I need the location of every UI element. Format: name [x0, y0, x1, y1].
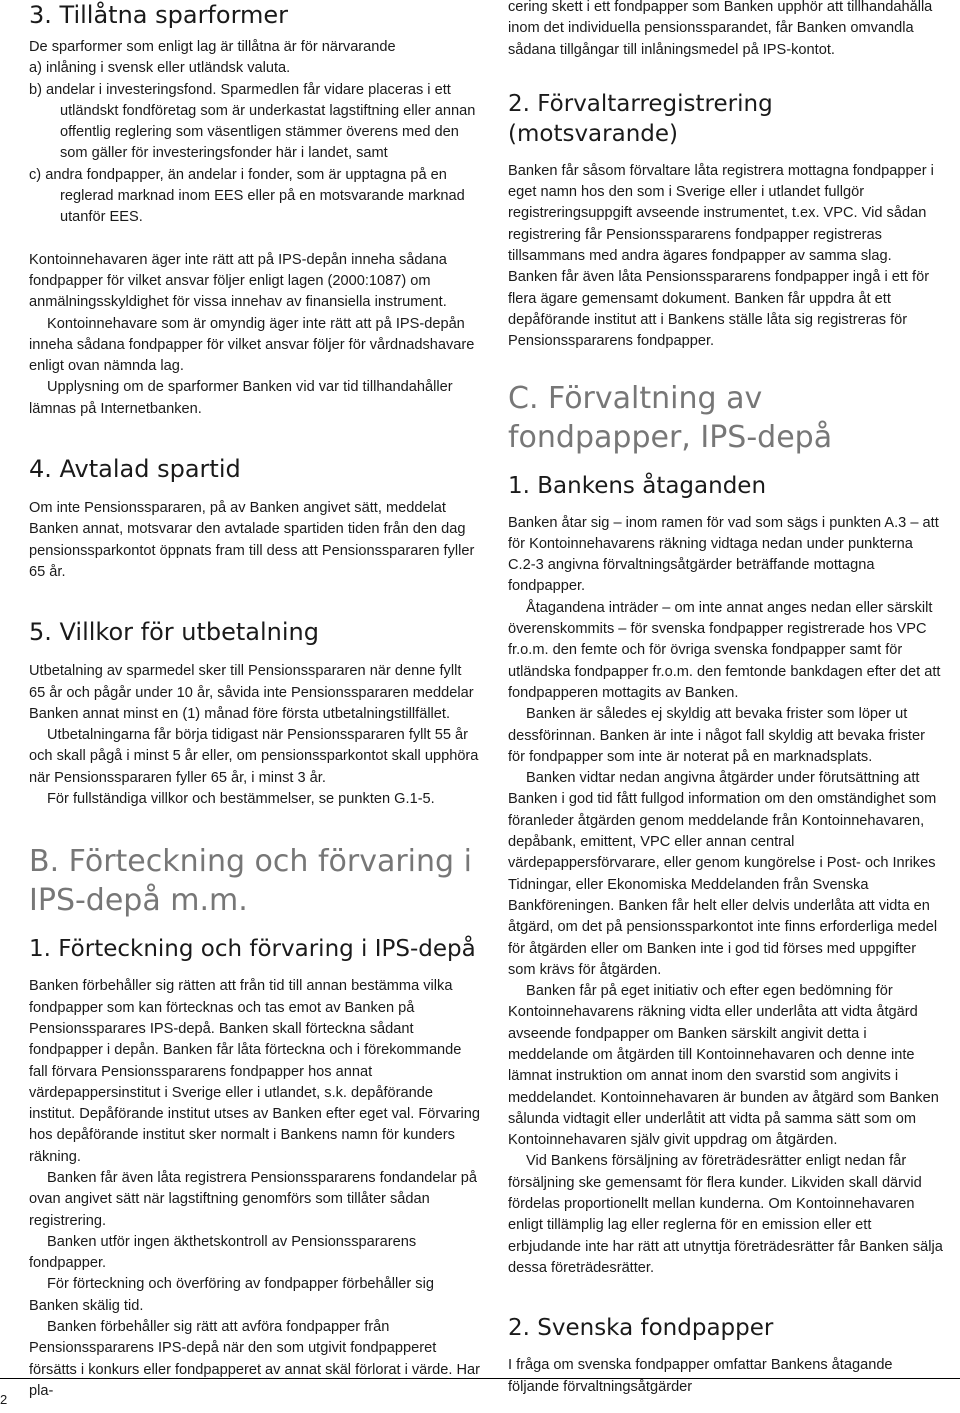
section-heading: 4. Avtalad spartid — [29, 455, 241, 484]
subsection-heading: 1. Förteckning och förvaring i IPS-depå — [29, 936, 476, 963]
page-number: 2 — [0, 1392, 8, 1407]
paragraph: cering skett i ett fondpapper som Banken upphör att tillhandahålla inom det individuella pensionssparandet, får Banken omvandla sådana tillgångar till inlåningsmedel på IPS-kontot. — [508, 0, 933, 58]
subsection-heading: 1. Bankens åtaganden — [508, 472, 767, 499]
paragraph: Utbetalningarna får börja tidigast när Pensionsspararen fyllt 55 år och skall pågå i minst 5 år eller, om pensionssparkontot skall upphöra när Pensionsspararen fyller 65 år, i minst 3 år. — [29, 727, 479, 786]
paragraph: För fullständiga villkor och bestämmelser, se punkten G.1-5. — [47, 791, 435, 808]
section-heading: 5. Villkor för utbetalning — [29, 618, 320, 647]
paragraph: Banken får på eget initiativ och efter egen bedömning för Kontoinnehavarens räkning vidta eller underlåta att vidta åtgärd avseende fondpapper om Banken särskilt angivit detta i meddelande om åtgärden till Kontoinnehavaren och denne inte lämnat instruktion om annat inom den svarstid som angivits i meddelandet. Kontoinnehavaren är bunden av åtgärd som Banken sålunda vidtagit eller underlåtit att vidta på samma sätt som om Kontoinnehavaren själv givit uppdrag om åtgärden. — [508, 983, 939, 1149]
subsection-heading: 2. Förvaltarregistrering (motsvarande) — [508, 90, 773, 147]
paragraph: Vid Bankens försäljning av företrädesrätter enligt nedan får försäljning ske gemensamt för flera kunder. Likviden skall därvid fördelas proportionellt mellan kunderna. Om Kontoinnehavaren enligt tillämplig lag eller reglerna för en emission eller ett erbjudande inte har rätt att utnyttja företrädesrätter får Banken sälja dessa företrädesrätter. — [508, 1153, 943, 1276]
part-heading: C. Förvaltning av fondpapper, IPS-depå — [508, 380, 833, 455]
paragraph: I fråga om svenska fondpapper omfattar Bankens åtagande följande förvaltningsåtgärder — [508, 1357, 893, 1395]
paragraph: Banken vidtar nedan angivna åtgärder under förutsättning att Banken i god tid fått fullgod information om den omständighet som föranleder åtgärden genom meddelande från Kontoinnehavaren, depåbank, emittent, VPC eller annan central värdepappersförvarare, eller genom kungörelse i Post- och Inrikes Tidningar, eller Ekonomiska Meddelanden från Svenska Bankföreningen. Banken får helt eller delvis underlåta att vidta en åtgärd, om det på pensionssparkontot inte finns erforderliga medel för åtgärden eller om Banken inte i god tid förses med uppgifter som krävs för åtgärden. — [508, 770, 938, 978]
right-column — [508, 0, 943, 1398]
part-heading: B. Förteckning och förvaring i IPS-depå m.m. — [29, 844, 472, 919]
paragraph: Kontoinnehavare som är omyndig äger inte rätt att på IPS-depån inneha sådana fondpapper för vilket ansvar följer för vårdnadshavare enligt ovan nämnda lag. — [29, 315, 475, 375]
paragraph: Banken förbehåller sig rätten att från tid till annan bestämma vilka fondpapper som kan förtecknas och tas emot av Banken på Pensionssparares IPS-depå. Banken skall förteckna sådant fondpapper i depån. Banken får låta förteckna och i förekommande fall förvara Pensionsspararens fondpapper hos annat värdepappersinstitut i Sverige eller i utlandet, s.k. depåförande institut. Depåförande institut utses av Banken efter eget val. Förvaring hos depåförande institut sker normalt i Bankens namn för kunders räkning. — [29, 978, 481, 1165]
paragraph: Om inte Pensionsspararen, på av Banken angivet sätt, meddelat Banken annat, motsvarar den avtalade spartiden tiden från den dag pensionssparkontot öppnats fram till dess att Pensionsspararen fyller 65 år. — [29, 500, 475, 580]
paragraph: Banken utför ingen äkthetskontroll av Pensionsspararens fondpapper. — [29, 1233, 417, 1272]
section-heading: 3. Tillåtna sparformer — [29, 1, 289, 29]
paragraph: Utbetalning av sparmedel sker till Pensionsspararen när denne fyllt 65 år och pågår under 10 år, såvida inte Pensionsspararen meddelar Banken annat minst en (1) månad före första utbetalningstillfället. — [29, 663, 474, 722]
left-column — [29, 0, 481, 1402]
paragraph: De sparformer som enligt lag är tillåtna är för närvarande — [29, 39, 396, 55]
paragraph: För förteckning och överföring av fondpapper förbehåller sig Banken skälig tid. — [29, 1276, 434, 1314]
list-item: b) andelar i investeringsfond. Sparmedlen får vidare placeras i ett utländskt fondföretag som är underkastat lagstiftning eller annan offentlig reglering som väsentligen stämmer överens med den som gäller för investeringsfonder här i landet, samt — [29, 81, 476, 162]
paragraph: Åtagandena inträder – om inte annat anges nedan eller särskilt överenskommits – för svenska fondpapper registrerade hos VPC fr.o.m. den femte och för övriga svenska fondpapper samt för utländska fondpapper fr.o.m. den femtonde bankdagen efter det att fondpapperen mottagits av Banken. — [508, 599, 941, 701]
paragraph: Upplysning om de sparformer Banken vid var tid tillhandahåller lämnas på Internetbanken. — [29, 379, 453, 417]
subsection-heading: 2. Svenska fondpapper — [508, 1315, 774, 1342]
paragraph: Banken får såsom förvaltare låta registrera mottagna fondpapper i eget namn hos den som i Sverige eller i utlandet fullgör registreringsuppgift avseende instrumentet, t.ex. VPC. Vid sådan registrering får Pensionsspararens fondpapper registreras tillsammans med andra ägares fondpapper av samma slag. Banken får även låta Pensionsspararens fondpapper ingå i ett för flera ägare gemensamt dokument. Banken får uppdra åt ett depåförande institut att i Bankens ställe låta sig registreras för Pensionsspararens fondpapper. — [508, 162, 934, 350]
list-item: a) inlåning i svensk eller utländsk valuta. — [29, 60, 291, 77]
list-item: c) andra fondpapper, än andelar i fonder, som är upptagna på en reglerad marknad inom EES eller på en motsvarande marknad utanför EES. — [29, 166, 465, 226]
paragraph: Banken förbehåller sig rätt att avföra fondpapper från Pensionsspararens IPS-depå när den som utgivit fondpapperet försätts i konkurs eller fondpapperet av annat skäl förlorat i värde. Har pla- — [29, 1319, 481, 1399]
footer-rule — [0, 1378, 960, 1379]
paragraph: Kontoinnehavaren äger inte rätt att på IPS-depån inneha sådana fondpapper för vilket ansvar följer enligt lagen (2000:1087) om anmälningsskyldighet för vissa innehav av finansiella instrument. — [29, 251, 447, 311]
paragraph: Banken är således ej skyldig att bevaka frister som löper ut dessförinnan. Banken är inte i något fall skyldig att bevaka frister för fondpapper som inte är noterat på en marknadsplats. — [508, 706, 925, 765]
paragraph: Banken åtar sig – inom ramen för vad som sägs i punkten A.3 – att för Kontoinnehavarens räkning vidtaga nedan under punkterna C.2-3 angivna förvaltningsåtgärder beträffande mottagna fondpapper. — [508, 514, 939, 595]
paragraph: Banken får även låta registrera Pensionsspararens fondandelar på ovan angivet sätt när lagstiftning genomförs som tillåter sådan registrering. — [29, 1169, 477, 1229]
